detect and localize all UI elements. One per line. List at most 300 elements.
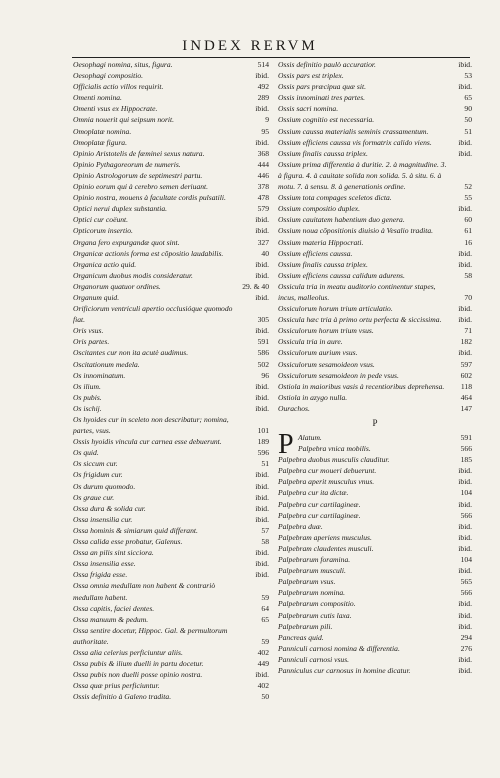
entry-text: Os quid. [73,448,99,458]
entry-text: Ossiculorum aurium vsus. [278,348,358,358]
index-entry [278,476,472,487]
entry-page-ref: 65 [464,93,472,103]
entry-page-ref: 189 [257,437,269,447]
index-entry [278,621,472,632]
entry-page-ref: 57 [261,525,269,535]
entry-page-ref: 40 [261,248,269,258]
index-entry [278,237,472,248]
entry-text: Palpebrarum foramina. [278,555,351,565]
index-entry [73,237,269,248]
entry-page-ref: 52 [464,182,472,192]
index-entry [73,281,269,292]
entry-page-ref: 591 [257,337,269,347]
entry-text: Os siccum cur. [73,459,118,469]
entry-page-ref: ibid. [458,304,472,314]
entry-page-ref: 597 [460,359,472,369]
entry-text: Ossium efficiens caussa calidum adurens. [278,270,405,280]
entry-text: Ourachos. [278,403,310,413]
entry-page-ref: ibid. [255,403,269,413]
entry-text: Palpebra duæ. [278,521,323,531]
entry-text: Os ilium. [73,381,101,391]
entry-page-ref: ibid. [255,137,269,147]
entry-text: Ossium caussa materialis seminis crassamentum. [278,126,429,136]
entry-page-ref: 565 [460,577,472,587]
index-entry [278,554,472,565]
entry-page-ref: ibid. [458,532,472,542]
entry-text: Omnia nouerit qui seipsum norit. [73,115,175,125]
index-entry [73,680,269,691]
entry-page-ref: 449 [257,659,269,669]
entry-text: Palpebram aperiens musculus. [278,532,372,542]
index-entry [278,392,472,403]
index-entry [278,270,472,281]
entry-page-ref: ibid. [458,204,472,214]
entry-text: Optici cur coëunt. [73,215,129,225]
entry-text: Opinio Pythagoreorum de numeris. [73,159,181,169]
entry-text: Palpebrarum compositio. [278,599,356,609]
index-entry [278,103,472,114]
index-entry [278,632,472,643]
entry-text: Palpebra cur cartilagineæ. [278,499,361,509]
entry-page-ref: ibid. [458,477,472,487]
index-entry [73,414,269,436]
entry-page-ref: 402 [257,681,269,691]
index-entry [73,447,269,458]
index-entry [73,603,269,614]
index-entry [73,436,269,447]
index-entry [73,137,269,148]
index-entry [278,643,472,654]
entry-page-ref: 596 [257,448,269,458]
index-entry [73,303,269,325]
index-entry [73,614,269,625]
entry-page-ref: ibid. [255,503,269,513]
entry-text: Os innominatum. [73,370,126,380]
index-entry [278,259,472,270]
entry-text: Ossa frigida esse. [73,570,128,580]
entry-text: Palpebra duobus musculis clauditur. [278,455,390,465]
entry-text: Organorum quatuor ordines. [73,281,161,291]
entry-text: Officialis actio villos requirit. [73,82,164,92]
entry-page-ref: 104 [460,555,472,565]
index-entry [73,181,269,192]
entry-text: Pancreas quid. [278,632,324,642]
index-entry [278,610,472,621]
entry-page-ref: 147 [460,403,472,413]
entry-page-ref: ibid. [255,392,269,402]
entry-text: Ossa calida esse probatur, Galenus. [73,537,183,547]
entry-page-ref: 502 [257,359,269,369]
entry-page-ref: 64 [261,603,269,613]
index-entry [73,325,269,336]
index-entry [278,281,472,303]
entry-text: Ossa quæ prius perficiuntur. [73,681,160,691]
entry-page-ref: 182 [460,337,472,347]
index-entry [278,454,472,465]
entry-text: Os frigidum cur. [73,470,123,480]
entry-text: Ossis hyoidis vincula cur carnea esse debuerunt. [73,437,222,447]
entry-page-ref: 368 [257,148,269,158]
index-entry [73,580,269,602]
entry-text: Ossa sentire docetur, Hippoc. Gal. & permultorum authoritate. [73,625,228,646]
entry-page-ref: 118 [460,381,472,391]
index-entry [278,565,472,576]
index-entry [278,92,472,103]
entry-page-ref: 29. & 40 [242,281,269,291]
entry-page-ref: 305 [257,315,269,325]
entry-page-ref: 16 [464,237,472,247]
entry-page-ref: 586 [257,348,269,358]
entry-text: Palpebra cur moueri debuerunt. [278,466,377,476]
entry-page-ref: 464 [460,392,472,402]
entry-text: Ossium finalis caussa triplex. [278,259,368,269]
index-entry [73,691,269,702]
entry-text: Oscitationum medela. [73,359,140,369]
index-entry [278,347,472,358]
entry-text: Os hyoides cur in sceleto non describatur; nomina, partes, vsus. [73,415,229,436]
entry-text: Ossa insensilia cur. [73,514,133,524]
entry-text: Palpebra vnica mobilis. [298,444,371,454]
entry-text: Ostiola in azygo nulla. [278,392,348,402]
index-entry [73,292,269,303]
entry-text: Ossium materia Hippocrati. [278,237,364,247]
entry-text: Os pubis. [73,392,102,402]
index-entry [73,270,269,281]
index-entry [73,514,269,525]
entry-text: Omoplatæ nomina. [73,126,132,136]
entry-page-ref: 591 [460,433,472,442]
entry-text: Omoplatæ figura. [73,137,128,147]
index-entry [278,543,472,554]
index-entry [73,359,269,370]
index-entry [73,503,269,514]
entry-text: Ossiculorum sesamoideon in pede vsus. [278,370,399,380]
entry-text: Opinio eorum qui à cerebro semen deriuant. [73,182,209,192]
header-rule [72,57,470,58]
entry-text: Palpebrarum pili. [278,621,333,631]
index-entry [278,137,472,148]
entry-page-ref: 71 [464,326,472,336]
entry-page-ref: ibid. [458,621,472,631]
entry-page-ref: 579 [257,204,269,214]
entry-text: Omenti vsus ex Hippocrate. [73,104,158,114]
entry-text: Ossium finalis caussa triplex. [278,148,368,158]
entry-page-ref: ibid. [458,148,472,158]
entry-text: Ossium cauitatem habentium duo genera. [278,215,405,225]
entry-page-ref: 402 [257,647,269,657]
entry-text: Ossicula tria in meatu auditorio continentur stapes, incus, malleolus. [278,281,436,302]
index-entry [278,314,472,325]
index-entry [73,248,269,259]
entry-text: Alatum. [298,433,322,442]
index-entry [278,403,472,414]
entry-page-ref: ibid. [458,248,472,258]
entry-text: Organica actio quid. [73,259,137,269]
index-entry [73,70,269,81]
entry-page-ref: 60 [464,215,472,225]
entry-page-ref: 51 [261,459,269,469]
entry-page-ref: ibid. [458,466,472,476]
entry-text: Os graue cur. [73,492,115,502]
entry-text: Ossa insensilia esse. [73,559,136,569]
entry-text: Ossis pars est triplex. [278,71,344,81]
page-header: INDEX RERVM [182,38,318,54]
entry-page-ref: ibid. [255,570,269,580]
entry-text: Ossa pubis & ilium duelli in partu docetur. [73,659,204,669]
entry-page-ref: ibid. [458,610,472,620]
entry-text: Orificiorum ventriculi apertio occlusióque quomodo fiat. [73,304,233,325]
index-entry [278,587,472,598]
index-entry [278,370,472,381]
index-entry [278,81,472,92]
entry-page-ref: 70 [464,292,472,302]
entry-text: Ossium compositio duplex. [278,204,361,214]
index-entry [73,81,269,92]
index-entry [73,126,269,137]
index-entry [278,465,472,476]
entry-text: Organicæ actionis forma est cōpositio laudabilis. [73,248,224,258]
left-column [73,59,269,702]
entry-page-ref: 65 [261,614,269,624]
entry-text: Os durum quomodo. [73,481,136,491]
entry-text: Ossis innominati tres partes. [278,93,366,103]
entry-page-ref: 58 [464,270,472,280]
index-entry [278,576,472,587]
entry-text: Opinio Astrologorum de septimestri partu. [73,170,203,180]
entry-page-ref: ibid. [458,348,472,358]
index-entry [278,203,472,214]
entry-text: Ossium cognitio est necessaria. [278,115,375,125]
entry-text: Opinio nostra, mouens à facultate cordis pulsatili. [73,193,226,203]
entry-page-ref: ibid. [255,71,269,81]
entry-text: Ossa dura & solida cur. [73,503,146,513]
entry-page-ref: ibid. [458,521,472,531]
entry-page-ref: 61 [464,226,472,236]
entry-page-ref: 55 [464,193,472,203]
entry-page-ref: ibid. [458,665,472,675]
entry-page-ref: ibid. [255,259,269,269]
entry-text: Palpebrarum vsus. [278,577,336,587]
entry-page-ref: 90 [464,104,472,114]
index-entry [278,70,472,81]
index-entry [73,458,269,469]
entry-page-ref: 444 [257,159,269,169]
entry-text: Ossis definitio paulò accuratior. [278,60,376,69]
index-entry [73,569,269,580]
entry-page-ref: 59 [261,592,269,602]
index-entry [73,92,269,103]
entry-text: Omenti nomina. [73,93,122,103]
index-entry [73,170,269,181]
entry-text: Optici nerui duplex substantia. [73,204,168,214]
entry-text: Organicum duobus modis consideratur. [73,270,193,280]
entry-page-ref: 446 [257,170,269,180]
index-entry [73,492,269,503]
entry-page-ref: 51 [464,126,472,136]
index-entry [73,625,269,647]
entry-text: Organa fero expurgandæ quot sint. [73,237,180,247]
entry-text: Palpebrarum cutis laxa. [278,610,352,620]
entry-page-ref: ibid. [458,82,472,92]
entry-page-ref: ibid. [458,259,472,269]
entry-text: Ossiculorum horum trium articulatio. [278,304,393,314]
entry-text: Ossium efficiens caussa. [278,248,353,258]
entry-page-ref: ibid. [458,543,472,553]
index-entry [73,103,269,114]
index-entry [73,159,269,170]
index-entry [73,658,269,669]
entry-text: Opticorum insertio. [73,226,133,236]
index-entry [278,487,472,498]
entry-page-ref: 289 [257,93,269,103]
index-entry [73,481,269,492]
index-entry [73,59,269,70]
entry-page-ref: ibid. [255,481,269,491]
entry-page-ref: 327 [257,237,269,247]
index-entry [278,381,472,392]
entry-text: Organum quid. [73,292,120,302]
index-entry [278,148,472,159]
entry-text: Ossium tota compages sceletos dicta. [278,193,392,203]
entry-page-ref: ibid. [255,326,269,336]
index-entry [73,347,269,358]
index-entry [298,443,472,454]
entry-page-ref: 492 [257,82,269,92]
entry-page-ref: 566 [460,510,472,520]
entry-page-ref: ibid. [458,60,472,69]
entry-page-ref: ibid. [458,566,472,576]
entry-text: Ossis sacri nomina. [278,104,339,114]
section-letter: P [372,418,378,428]
index-entry [73,370,269,381]
entry-page-ref: 95 [261,126,269,136]
entry-page-ref: 53 [464,71,472,81]
entry-page-ref: ibid. [255,381,269,391]
index-entry [73,647,269,658]
entry-text: Palpebra aperit musculus vnus. [278,477,375,487]
entry-page-ref: ibid. [255,559,269,569]
index-entry [73,392,269,403]
entry-text: Panniculus cur carnosus in homine dicatur. [278,665,411,675]
entry-page-ref: ibid. [255,215,269,225]
entry-text: Os ischij. [73,403,102,413]
entry-text: Ossium efficiens caussa vis formatrix calido viens. [278,137,432,147]
index-entry [73,225,269,236]
entry-text: Oris partes. [73,337,110,347]
index-entry [278,325,472,336]
entry-page-ref: 378 [257,182,269,192]
index-entry [298,432,472,443]
index-entry [73,336,269,347]
entry-text: Ossa capitis, faciei dentes. [73,603,155,613]
entry-page-ref: ibid. [458,315,472,325]
entry-page-ref: 602 [460,370,472,380]
entry-text: Ossa alia celerius perficiuntur aliis. [73,647,183,657]
index-entry [73,469,269,480]
entry-page-ref: 566 [460,444,472,454]
entry-text: Palpebra cur ita dictæ. [278,488,349,498]
entry-text: Panniculi carnosi nomina & differentia. [278,643,400,653]
entry-page-ref: 514 [257,60,269,69]
entry-page-ref: 96 [261,370,269,380]
index-entry [278,654,472,665]
entry-page-ref: ibid. [255,548,269,558]
entry-text: Ossa hominis & simiarum quid differant. [73,525,198,535]
entry-page-ref: ibid. [255,270,269,280]
index-entry [278,59,472,70]
entry-text: Oris vsus. [73,326,104,336]
entry-page-ref: ibid. [255,104,269,114]
right-column [278,59,472,676]
entry-text: Palpebram claudentes musculi. [278,543,374,553]
entry-text: Palpebrarum nomina. [278,588,346,598]
entry-text: Oesophagi compositio. [73,71,144,81]
index-entry [73,259,269,270]
entry-page-ref: 50 [464,115,472,125]
index-entry [278,214,472,225]
index-entry [278,192,472,203]
entry-text: Ossis pars præcipua quæ sit. [278,82,366,92]
entry-page-ref: ibid. [458,599,472,609]
index-entry [278,303,472,314]
entry-text: Ossium prima differentia à duritie. 2. à magnitudine. 3. à figura. 4. à cauitate solida non solida. 5. à situ. 6. à motu. 7. à sensu. 8. à generationis ordine. [278,159,447,192]
entry-page-ref: ibid. [458,499,472,509]
index-entry [278,159,472,192]
index-entry [278,114,472,125]
index-entry [278,598,472,609]
entry-text: Ossa an pilis sint sicciora. [73,548,154,558]
index-entry [73,381,269,392]
index-entry [278,248,472,259]
entry-page-ref: ibid. [255,514,269,524]
index-entry [73,558,269,569]
index-entry [278,126,472,137]
index-entry [73,669,269,680]
index-entry [73,148,269,159]
entry-text: Ossis definitio à Galeno tradita. [73,692,172,702]
entry-page-ref: ibid. [255,470,269,480]
drop-cap: P [278,429,294,460]
index-entry [278,499,472,510]
entry-page-ref: ibid. [255,226,269,236]
entry-page-ref: ibid. [255,292,269,302]
entry-text: Oscitantes cur non ita acutè audimus. [73,348,189,358]
index-entry [278,532,472,543]
index-entry [278,359,472,370]
entry-page-ref: 478 [257,193,269,203]
entry-text: Ossa pubis non duelli posse opinio nostra. [73,670,203,680]
index-entry [278,665,472,676]
entry-page-ref: ibid. [458,137,472,147]
index-entry [73,214,269,225]
entry-page-ref: 101 [257,426,269,436]
entry-text: Palpebrarum musculi. [278,566,346,576]
index-entry [73,403,269,414]
entry-page-ref: ibid. [255,670,269,680]
entry-page-ref: 276 [460,643,472,653]
index-entry [278,336,472,347]
entry-text: Ossium noua cōpositionis diuisio à Vesalio tradita. [278,226,434,236]
entry-text: Ossicula hæc tria à primo ortu perfecta & siccissima. [278,315,442,325]
entry-text: Ossiculorum sesamoideon vsus. [278,359,375,369]
index-entry [73,547,269,558]
entry-page-ref: ibid. [255,492,269,502]
index-entry [278,225,472,236]
entry-page-ref: 104 [460,488,472,498]
index-entry [73,203,269,214]
index-entry [278,510,472,521]
entry-text: Oesophagi nomina, situs, figura. [73,60,173,69]
